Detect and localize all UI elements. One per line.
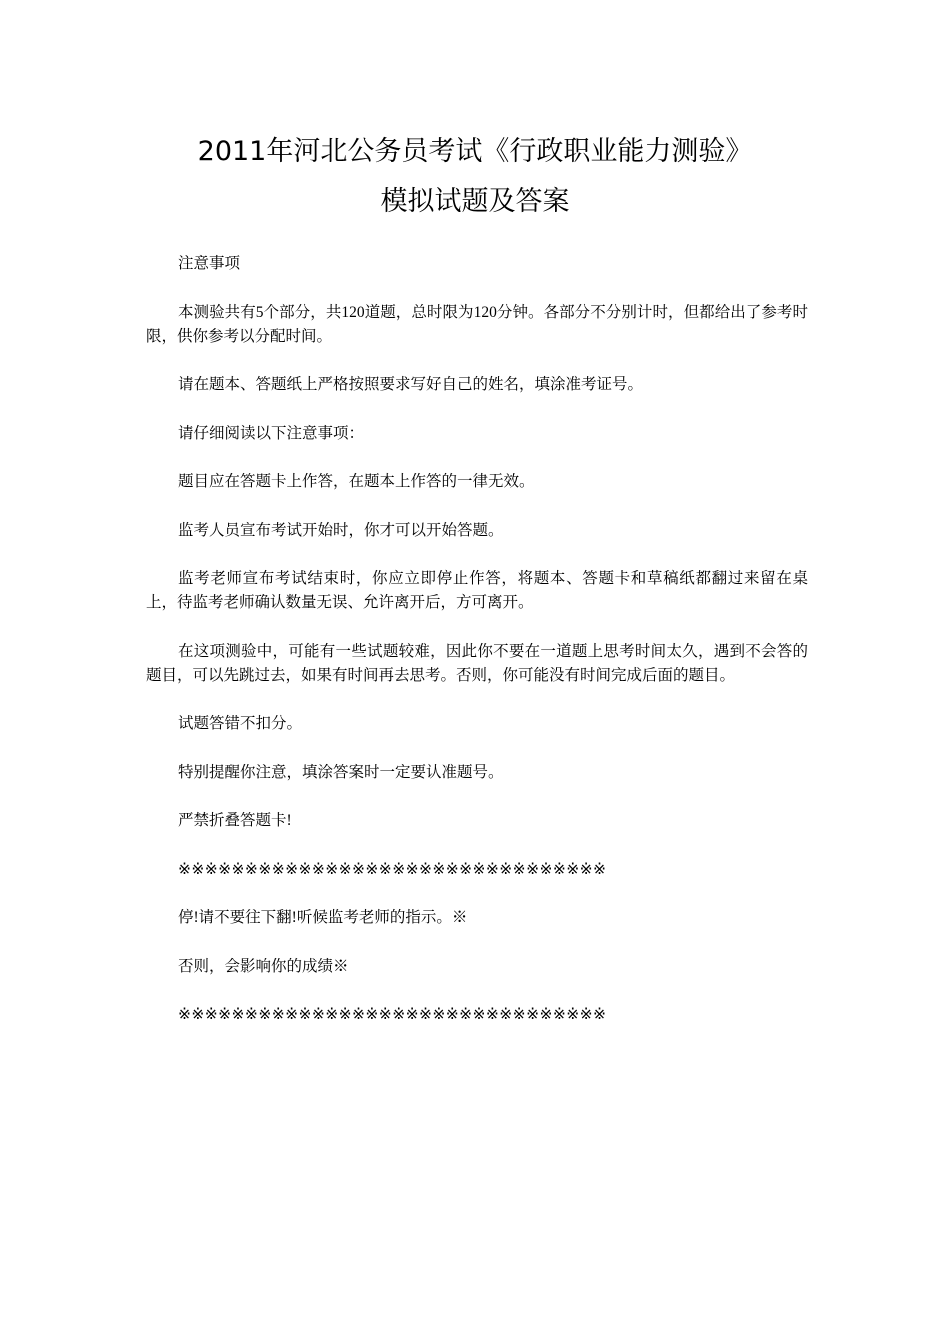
paragraph-answer-card: 题目应在答题卡上作答，在题本上作答的一律无效。 <box>178 473 535 490</box>
document-title: 2011年河北公务员考试《行政职业能力测验》 <box>197 136 753 167</box>
symbol-divider-bottom: ※※※※※※※※※※※※※※※※※※※※※※※※※※※※※※※※ <box>178 1006 607 1023</box>
paragraph-fill-name: 请在题本、答题纸上严格按照要求写好自己的姓名，填涂准考证号。 <box>178 376 644 393</box>
paragraph-stop-notice: 停!请不要往下翻!听候监考老师的指示。※ <box>178 909 468 926</box>
paragraph-test-overview: 本测验共有5个部分，共120道题，总时限为120分钟。各部分不分别计时，但都给出了参考时限，供你参考以分配时间。 <box>146 303 808 345</box>
paragraph-score-warning: 否则，会影响你的成绩※ <box>178 957 349 975</box>
notice-heading: 注意事项 <box>178 255 241 272</box>
symbol-divider-top: ※※※※※※※※※※※※※※※※※※※※※※※※※※※※※※※※ <box>178 860 607 878</box>
paragraph-no-folding: 严禁折叠答题卡! <box>178 812 292 829</box>
paragraph-end-exam: 监考老师宣布考试结束时，你应立即停止作答，将题本、答题卡和草稿纸都翻过来留在桌上，待监考老师确认数量无误、允许离开后，方可离开。 <box>146 570 808 611</box>
paragraph-read-notice: 请仔细阅读以下注意事项： <box>178 424 365 442</box>
document-body <box>146 252 808 1052</box>
paragraph-start-exam: 监考人员宣布考试开始时，你才可以开始答题。 <box>178 521 504 539</box>
document-subtitle: 模拟试题及答案 <box>380 186 570 217</box>
paragraph-question-number-reminder: 特别提醒你注意，填涂答案时一定要认准题号。 <box>178 763 504 781</box>
paragraph-no-penalty: 试题答错不扣分。 <box>178 715 303 732</box>
paragraph-difficult-questions: 在这项测验中，可能有一些试题较难，因此你不要在一道题上思考时间太久，遇到不会答的题目，可以先跳过去，如果有时间再去思考。否则，你可能没有时间完成后面的题目。 <box>146 642 808 684</box>
